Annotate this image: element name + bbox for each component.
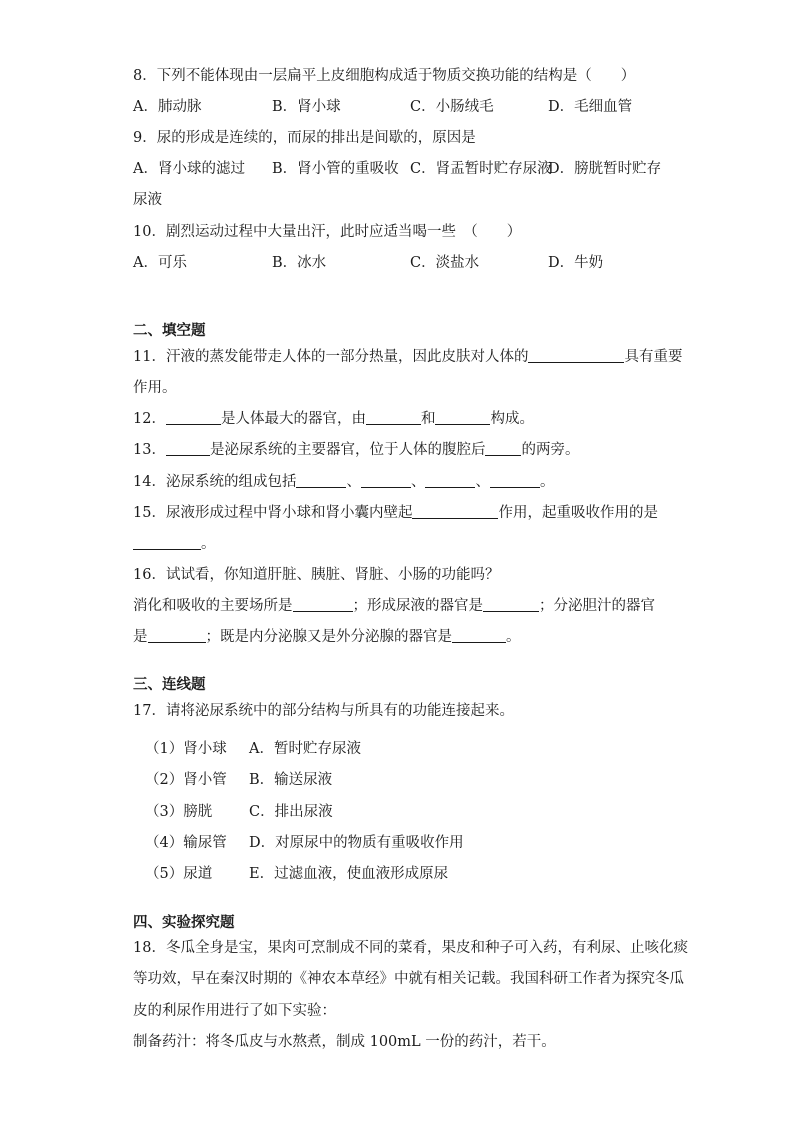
q12-text-d: 构成。 (490, 411, 534, 427)
q17-right-item-c: C．排出尿液 (249, 804, 333, 820)
q15-line2 (133, 534, 216, 554)
q8-option-b: B．肾小球 (272, 99, 341, 115)
q9-option-d-wrap: 尿液 (133, 192, 162, 208)
q16-text-d: 是 (133, 629, 148, 645)
q10-option-d: D．牛奶 (548, 255, 604, 271)
q16-text-c: ；分泌胆汁的器官 (539, 598, 655, 614)
q14-sep-2: 、 (410, 474, 426, 490)
q16-blank-2[interactable] (483, 597, 539, 612)
q11-line1 (133, 347, 682, 367)
q8-option-c: C．小肠绒毛 (410, 99, 494, 115)
q12-blank-2[interactable] (366, 410, 421, 425)
q18-line3: 皮的利尿作用进行了如下实验： (133, 1003, 336, 1019)
q16-text-e: ；既是内分泌腺又是外分泌腺的器官是 (205, 629, 452, 645)
q17-left-item-1: （1）肾小球 (145, 741, 227, 757)
q8-option-a: A．肺动脉 (133, 99, 202, 115)
q17-left-item-2: （2）肾小管 (145, 772, 227, 788)
q11-text-a: 11．汗液的蒸发能带走人体的一部分热量，因此皮肤对人体的 (133, 349, 529, 365)
q16-text-b: ；形成尿液的器官是 (352, 598, 483, 614)
q14-blank-3[interactable] (425, 473, 475, 488)
section-matching-heading: 三、连线题 (133, 677, 206, 693)
q16-text-a: 消化和吸收的主要场所是 (133, 598, 293, 614)
q11-blank[interactable] (528, 348, 624, 363)
q12-text-b: 是人体最大的器官，由 (220, 411, 366, 427)
q16-line3 (133, 627, 521, 647)
q12-blank-1[interactable] (166, 410, 221, 425)
q17-stem: 17．请将泌尿系统中的部分结构与所具有的功能连接起来。 (133, 703, 514, 719)
q15-blank-1[interactable] (412, 504, 498, 519)
q9-option-b: B．肾小管的重吸收 (272, 161, 399, 177)
section-experiment-heading: 四、实验探究题 (133, 915, 235, 931)
q9-option-c: C．肾盂暂时贮存尿液 (410, 161, 552, 177)
q12-blank-3[interactable] (435, 410, 490, 425)
q14-line (133, 472, 554, 492)
section-fill-blank-heading: 二、填空题 (133, 323, 206, 339)
q13-line (133, 440, 579, 460)
q16-stem: 16．试试看，你知道肝脏、胰脏、肾脏、小肠的功能吗？ (133, 567, 500, 583)
q9-option-a: A．肾小球的滤过 (133, 161, 245, 177)
q14-sep-3: 、 (475, 474, 490, 490)
q15-text-a: 15．尿液形成过程中肾小球和肾小囊内壁起 (133, 505, 413, 521)
q17-left-item-4: （4）输尿管 (145, 835, 227, 851)
q13-text-b: 是泌尿系统的主要器官，位于人体的腹腔后 (209, 442, 486, 458)
q14-blank-1[interactable] (296, 473, 346, 488)
q17-right-item-b: B．输送尿液 (249, 772, 333, 788)
q14-end: 。 (539, 474, 555, 490)
q10-option-b: B．冰水 (272, 255, 327, 271)
q13-blank-1[interactable] (166, 441, 210, 456)
q16-blank-3[interactable] (148, 628, 206, 643)
q15-blank-2[interactable] (133, 535, 201, 550)
q18-line4: 制备药汁：将冬瓜皮与水熬煮，制成 100mL 一份的药汁，若干。 (133, 1034, 556, 1050)
q18-line1: 18．冬瓜全身是宝，果肉可烹制成不同的菜肴，果皮和种子可入药，有利尿、止咳化痰 (133, 940, 688, 956)
q18-line2: 等功效，早在秦汉时期的《神农本草经》中就有相关记载。我国科研工作者为探究冬瓜 (133, 971, 684, 987)
q17-right-item-e: E．过滤血液，使血液形成原尿 (249, 866, 449, 882)
q11-text-b: 具有重要 (624, 349, 683, 365)
q15-text-c: 。 (201, 536, 216, 552)
q12-line (133, 409, 534, 429)
q11-line2: 作用。 (133, 380, 177, 396)
q13-blank-2[interactable] (485, 441, 521, 456)
q15-text-b: 作用，起重吸收作用的是 (498, 505, 658, 521)
q15-line1 (133, 503, 658, 523)
q12-text-a: 12． (133, 411, 166, 427)
q8-option-d: D．毛细血管 (548, 99, 633, 115)
q14-blank-2[interactable] (361, 473, 411, 488)
q13-text-a: 13． (133, 442, 166, 458)
q8-stem: 8．下列不能体现由一层扁平上皮细胞构成适于物质交换功能的结构是（ ） (133, 68, 636, 84)
q9-option-d: D．膀胱暂时贮存 (548, 161, 662, 177)
q10-stem: 10．剧烈运动过程中大量出汗，此时应适当喝一些 （ ） (133, 224, 522, 240)
q10-option-a: A．可乐 (133, 255, 187, 271)
q16-line2 (133, 596, 655, 616)
q13-text-c: 的两旁。 (521, 442, 580, 458)
q12-text-c: 和 (420, 411, 436, 427)
q16-blank-4[interactable] (452, 628, 506, 643)
q10-option-c: C．淡盐水 (410, 255, 480, 271)
q14-text-a: 14．泌尿系统的组成包括 (133, 474, 297, 490)
q14-blank-4[interactable] (490, 473, 540, 488)
q9-stem: 9．尿的形成是连续的，而尿的排出是间歇的，原因是 (133, 130, 476, 146)
q16-text-f: 。 (506, 629, 521, 645)
q17-left-item-3: （3）膀胱 (145, 804, 213, 820)
q17-right-item-d: D．对原尿中的物质有重吸收作用 (249, 835, 464, 851)
q17-right-item-a: A．暂时贮存尿液 (249, 741, 361, 757)
q16-blank-1[interactable] (293, 597, 353, 612)
q14-sep-1: 、 (346, 474, 361, 490)
q17-left-item-5: （5）尿道 (145, 866, 213, 882)
